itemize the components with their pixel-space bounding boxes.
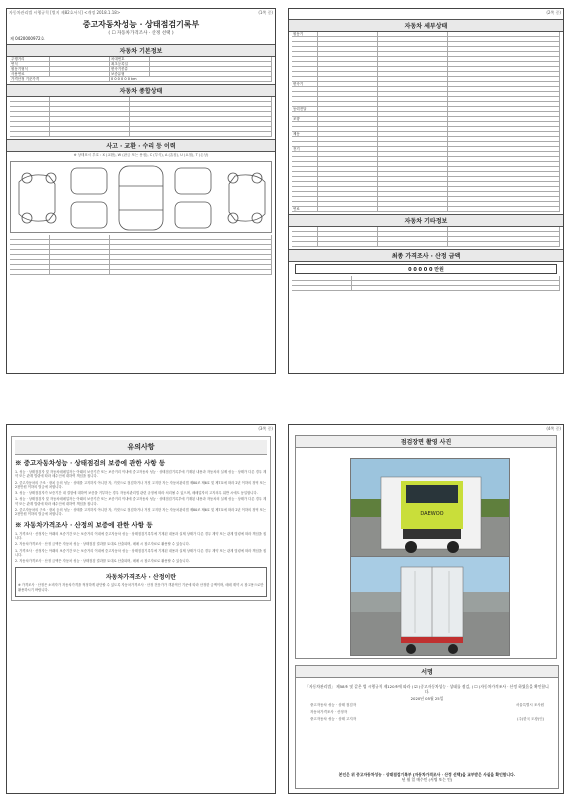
- warranty-paragraph-1b: 1. 성능 · 상태점검자 및 자동차매매업자는 아래의 보증기간 또는 보증거리 이내에 중고자동차 성능 · 상태점검기록부에 기재된 내용과 자동차의 실제 성능 · 상태가 다른 경우 계약 또는 관계 법령에 따라 매수인에 대하여 책임을 집니다.: [15, 497, 267, 506]
- page-number: (1쪽 중): [258, 10, 273, 15]
- group-fuel: 연료: [292, 207, 318, 211]
- page-number: (3쪽 중): [258, 426, 273, 431]
- signer-inspector-label: 중고자동차 성능 · 상태 점검자: [310, 703, 357, 707]
- group-power-transfer: 동력전달: [292, 107, 318, 111]
- signature-date: 2020년 05월 25일: [410, 696, 444, 701]
- buyer-confirmation: [306, 772, 548, 782]
- label-warranty: 보증유형: [110, 72, 150, 76]
- price-definition-box: [15, 567, 267, 597]
- price-definition-title: 자동차가격조사 · 산정이란: [105, 574, 177, 582]
- signature-title: 서명: [296, 666, 558, 678]
- vehicle-diagram: [10, 161, 272, 233]
- group-brake: 제동: [292, 132, 318, 136]
- price-check-option: ( ☐ 자동차가격조사 · 산정 선택 ): [108, 31, 174, 36]
- price-paragraph-3: 1. 가격조사 · 산정자는 아래의 보증기간 또는 보증거리 이내에 중고자동차 성능 · 상태점검기록부에 기재된 내용과 실제 상태가 다른 경우 계약 또는 관계 법령에 따라 책임을 집니다.: [15, 548, 267, 557]
- page-header: [7, 9, 275, 17]
- record-sheet-page-2: [288, 8, 564, 374]
- page-number: (4쪽 중): [546, 426, 561, 431]
- group-engine: 원동기: [292, 32, 318, 36]
- signer-notifier-seal: (주)한국 도장(인): [517, 717, 544, 721]
- signer-row-1: [310, 703, 544, 708]
- price-warranty-heading: ※ 자동차가격조사 · 산정의 보증에 관한 사항 등: [15, 520, 153, 529]
- group-electric: 전기: [292, 147, 318, 151]
- page-header: [289, 9, 563, 17]
- label-mileage: 주행거리: [10, 57, 50, 61]
- page-header: [7, 425, 275, 433]
- truck-front-image: [351, 459, 510, 558]
- truck-rear-photo: [350, 556, 510, 656]
- page-title: 중고자동차성능 · 상태점검기록부: [82, 19, 200, 29]
- signature-panel: [295, 665, 559, 789]
- label-vin: 차대번호: [110, 57, 150, 61]
- warranty-paragraph-2b: 2. 중고자동차의 구조 · 장치 등의 성능 · 상태를 고지하지 아니한 자, 거짓으로 점검하거나 거짓 고지한 자는 자동차관리법 제80조 제6호 및 제7호에 따라 2년 이하의 징역 또는 2천만원 이하의 벌금에 처합니다.: [15, 508, 267, 517]
- section-final-price: 최종 가격조사 · 산정 금액: [289, 249, 563, 262]
- price-paragraph-1: 1. 가격조사 · 산정자는 아래의 보증기간 또는 보증거리 이내에 중고자동차 성능 · 상태점검기록부에 기재된 내용과 실제 상태가 다른 경우 계약 또는 관계 법령에 따라 책임을 집니다.: [15, 531, 267, 540]
- buyer-confirmation-text: 본인은 위 중고자동차성능 · 상태점검기록부 [자동차가격조사 · 산정 선택]을 교부받은 사실을 확인합니다.: [338, 772, 516, 777]
- signature-statement: 「자동차관리법」 제58조 및 같은 법 시행규칙 제120조에 따라 ( ☑ )중고자동차성능 · 상태를 점검, ( ☐ )자동차가격조사 · 산정 하였음을 확인합니다.: [305, 684, 549, 694]
- group-steering: 조향: [292, 117, 318, 121]
- warranty-paragraph-2: 2. 중고자동차의 구조 · 장치 등의 성능 · 상태를 고지하지 아니한 자, 거짓으로 점검하거나 거짓 고지한 자는 자동차관리법 제80조 제6호 및 제7호에 따라 2년 이하의 징역 또는 2천만원 이하의 벌금에 처합니다.: [15, 480, 267, 489]
- label-base-price: 가격산정 기준가격: [10, 77, 110, 81]
- warranty-heading: ※ 중고자동차성능 · 상태점검의 보증에 관한 사항 등: [15, 459, 166, 467]
- buyer-signature-line: 년 월 일 매수인 (서명 또는 인): [401, 777, 453, 782]
- accident-legend: ※ 상태표시 부호 : X (교환), W (판금 또는 용접), C (부식), A (흠집), U (요철), T (손상): [73, 153, 209, 157]
- signature-table: [292, 276, 560, 291]
- record-sheet-page-1: [6, 8, 276, 374]
- photo-panel: [295, 435, 557, 659]
- car-outline-diagram: [11, 162, 273, 234]
- document-number: 제 0420000972호: [10, 36, 45, 41]
- label-fuel: 사용연료: [10, 72, 50, 76]
- section-accident-history: 사고 · 교환 · 수리 등 이력: [7, 139, 275, 152]
- signer-row-2: [310, 710, 544, 715]
- label-first-registration: 최초등록일: [110, 62, 150, 66]
- notice-box: [11, 436, 271, 601]
- section-detail-status: 자동차 세부상태: [289, 19, 563, 32]
- accident-detail-table: [10, 235, 272, 275]
- photo-signature-page: [288, 424, 564, 794]
- truck-brand-label: DAEWOO: [420, 511, 444, 517]
- section-general-status: 자동차 종합상태: [7, 84, 275, 97]
- group-transmission: 변속기: [292, 82, 318, 86]
- signer-notifier-label: 중고자동차 성능 · 상태 고지자: [310, 717, 357, 721]
- notice-page: [6, 424, 276, 794]
- section-other-info: 자동차 기타정보: [289, 214, 563, 227]
- signer-inspector-seal: 서울특별시 조사원: [515, 703, 544, 707]
- price-paragraph-4: 2. 자동차가격조사 · 산정 금액은 자동차 성능 · 상태점검 결과를 토대로 산출되며, 매매 시 참고자료로 활용할 수 있습니다.: [15, 559, 190, 564]
- detail-status-table: [292, 32, 560, 212]
- page-header: [289, 425, 563, 433]
- general-status-table: [10, 97, 272, 137]
- section-basic-info: 자동차 기본정보: [7, 44, 275, 57]
- signer-price-label: 자동차가격조사 · 산정자: [310, 710, 348, 714]
- notice-title: 유의사항: [15, 440, 267, 455]
- mileage-value: 0 0 0 0 0 0 km: [110, 77, 272, 81]
- label-year: 연식: [10, 62, 50, 66]
- truck-front-photo: [350, 458, 510, 558]
- truck-rear-image: [351, 557, 510, 656]
- label-transmission: 변속기종류: [110, 67, 150, 71]
- signer-row-3: [310, 717, 544, 722]
- warranty-paragraph-3: 3. 성능 · 상태점검자가 보증기간 내 결함에 대하여 보증을 거부하는 경우 자동차관리법 관련 규정에 따라 처리될 수 있으며, 매매업자의 고지의무 위반 시에도 동일합니다.: [15, 491, 258, 496]
- form-reference: 자동차관리법 시행규칙 [별지 제82호서식] <개정 2018.1.18>: [9, 10, 121, 15]
- page-number: (2쪽 중): [546, 10, 561, 15]
- photo-panel-title: 점검장면 촬영 사진: [296, 436, 556, 448]
- other-info-table: [292, 227, 560, 247]
- final-price-value: 0 0 0 0 0 만원: [295, 264, 557, 274]
- label-engine-type: 원동기형식: [10, 67, 50, 71]
- warranty-paragraph-1: 1. 성능 · 상태점검자 및 자동차매매업자는 아래의 보증기간 또는 보증거리 이내에 중고자동차 성능 · 상태점검기록부에 기재된 내용과 자동차의 실제 성능 · 상태가 다른 경우 계약 또는 관계 법령에 따라 매수인에 대하여 책임을 집니다.: [15, 470, 267, 479]
- price-definition-text: ※ 가격조사 · 산정은 소비자가 자동차가격을 적정하게 판단할 수 있도록 자동차가격조사 · 산정 전문가가 객관적인 기준에 따라 산정한 금액이며, 매매 계약 시 참고용으로만 활용하시기 바랍니다.: [18, 583, 264, 592]
- price-paragraph-2: 2. 자동차가격조사 · 산정 금액은 자동차 성능 · 상태점검 결과를 토대로 산출되며, 매매 시 참고자료로 활용할 수 있습니다.: [15, 542, 190, 547]
- basic-info-table: [10, 57, 272, 82]
